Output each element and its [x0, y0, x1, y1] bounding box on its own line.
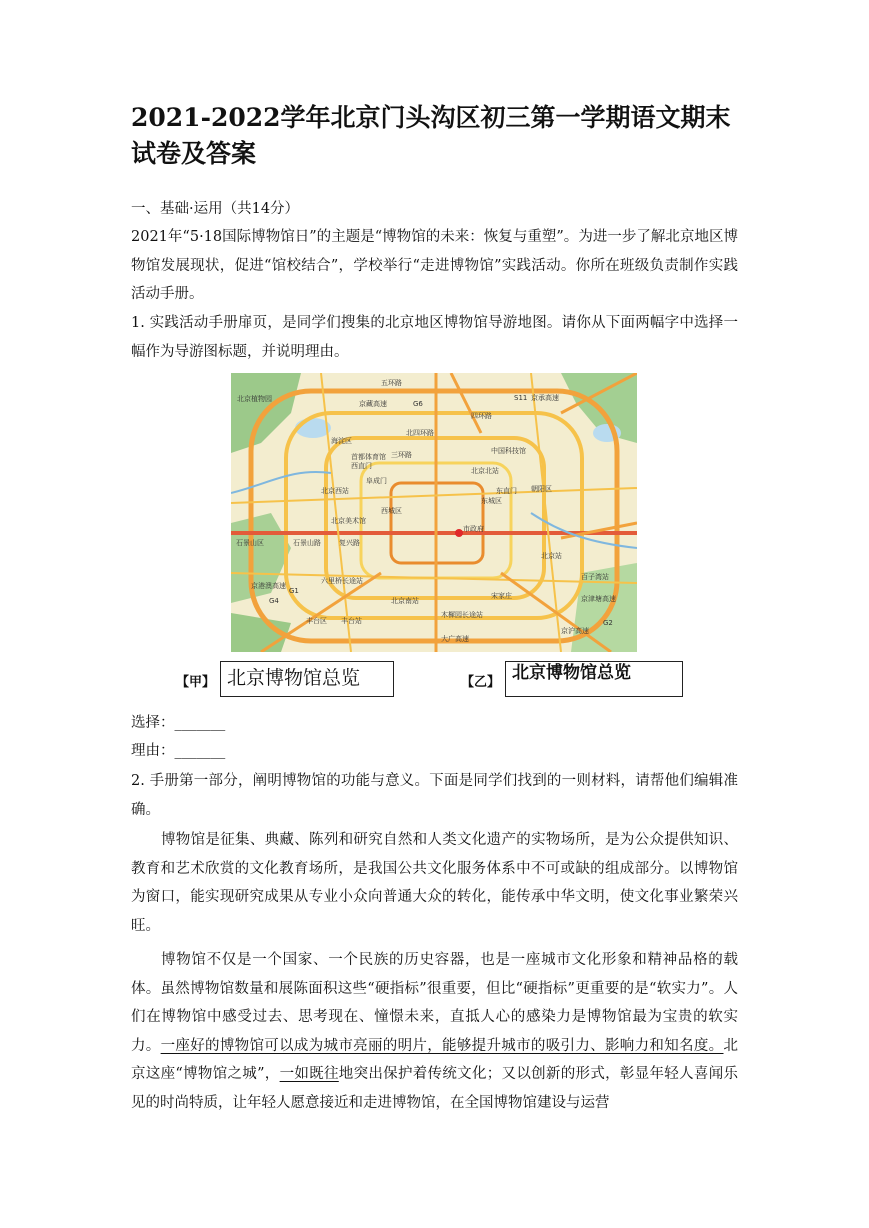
map-label: 海淀区	[331, 437, 352, 445]
map-label: 北京植物园	[237, 395, 272, 403]
underlined-sentence: 一座好的博物馆可以成为城市亮丽的明片，能够提升城市的吸引力、影响力和知名度。	[160, 1037, 724, 1054]
map-label: 北京站	[541, 552, 562, 560]
section-heading: 一、基础·运用（共14分）	[131, 201, 300, 217]
caption-a-calligraphy: 北京博物馆总览	[220, 661, 394, 697]
map-label: 京港澳高速	[251, 582, 286, 590]
map-label: 京藏高速	[359, 400, 387, 408]
map-label: 京津塘高速	[581, 595, 616, 603]
caption-b-calligraphy: 北京博物馆总览	[505, 661, 683, 697]
map-label: 西城区	[381, 507, 402, 515]
map-label: 百子湾站	[581, 573, 609, 581]
material-paragraph-1: 博物馆是征集、典藏、陈列和研究自然和人类文化遗产的实物场所，是为公众提供知识、教育和艺术欣赏的文化教育场所，是我国公共文化服务体系中不可或缺的组成部分。以博物馆为窗口，能实现研究成果从专业小众向普通大众的转化，能传承中华文明，使文化事业繁荣兴旺。	[131, 832, 738, 934]
map-label: 四环路	[471, 412, 492, 420]
map-label: 北京北站	[471, 467, 499, 475]
map-label: 六里桥长途站	[321, 577, 363, 585]
map-label: 五环路	[381, 379, 402, 387]
paragraph-2-text-a: 博物馆不仅是一个国家、一个民族的历史容器，也是一座城市文化形象和精神品格的载体。虽然博物馆数量和展陈面积这些“硬指标”很重要，但比“硬指标”更重要的是“软实力”。人们在博物馆中感受过去、思考现在、憧憬未来，直抵人心的感染力是博物馆最为宝贵的软实力。	[131, 952, 738, 1054]
map-label: 北京美术馆	[331, 517, 366, 525]
map-label: 复兴路	[339, 539, 360, 547]
document-title: 2021-2022学年北京门头沟区初三第一学期语文期末试卷及答案	[131, 103, 731, 168]
map-label: 朝阳区	[531, 485, 552, 493]
paragraph-2-text-b: 北京这座“博物馆之城”，	[131, 1037, 738, 1082]
map-label: 阜成门	[366, 477, 387, 485]
map-label: 北京南站	[391, 597, 419, 605]
map-label: 北京西站	[321, 487, 349, 495]
map-label: 石景山区	[236, 539, 264, 547]
choice-line: 选择：_______	[131, 715, 226, 731]
map-label: 市政府	[463, 525, 484, 533]
paragraph-2-text-c: 地突出保护着传统文化；又以创新的形式，彰显年轻人喜闻乐见的时尚特质，让年轻人愿意接近和走进博物馆，在全国博物馆建设与运营	[131, 1066, 738, 1111]
map-label: G4	[269, 597, 279, 605]
caption-b-mark: 【乙】	[461, 675, 501, 690]
map-label: 东城区	[481, 497, 502, 505]
map-label: 丰台站	[341, 617, 362, 625]
underlined-phrase: 一如既往	[279, 1066, 339, 1082]
map-label: 石景山路	[293, 539, 321, 547]
map-label: 京承高速	[531, 394, 559, 402]
map-label: 西直门	[351, 462, 372, 470]
map-label: G2	[603, 619, 613, 627]
map-label: 北四环路	[406, 429, 434, 437]
intro-paragraph: 2021年“5·18国际博物馆日”的主题是“博物馆的未来：恢复与重塑”。为进一步了解北京地区博物馆发展现状，促进“馆校结合”，学校举行“走进博物馆”实践活动。你所在班级负责制作实践活动手册。	[131, 229, 738, 302]
map-label: 东直门	[496, 487, 517, 495]
reason-line: 理由：_______	[131, 743, 226, 759]
map-label: 中国科技馆	[491, 447, 526, 455]
museum-map-image	[231, 373, 637, 652]
question-2: 2. 手册第一部分，阐明博物馆的功能与意义。下面是同学们找到的一则材料，请帮他们编辑准确。	[131, 773, 738, 818]
map-label: 木樨园长途站	[441, 611, 483, 619]
map-label: S11	[514, 394, 528, 402]
map-label: 首都体育馆	[351, 453, 386, 461]
map-label: 三环路	[391, 451, 412, 459]
map-label: 丰台区	[306, 617, 327, 625]
caption-a-mark: 【甲】	[176, 675, 216, 690]
material-paragraph-2	[131, 946, 738, 1117]
question-1: 1. 实践活动手册扉页，是同学们搜集的北京地区博物馆导游地图。请你从下面两幅字中选择一幅作为导游图标题，并说明理由。	[131, 315, 738, 360]
map-label: G6	[413, 400, 423, 408]
map-label: 京沪高速	[561, 627, 589, 635]
map-label: G1	[289, 587, 299, 595]
map-label: 宋家庄	[491, 592, 512, 600]
map-label: 大广高速	[441, 635, 469, 643]
